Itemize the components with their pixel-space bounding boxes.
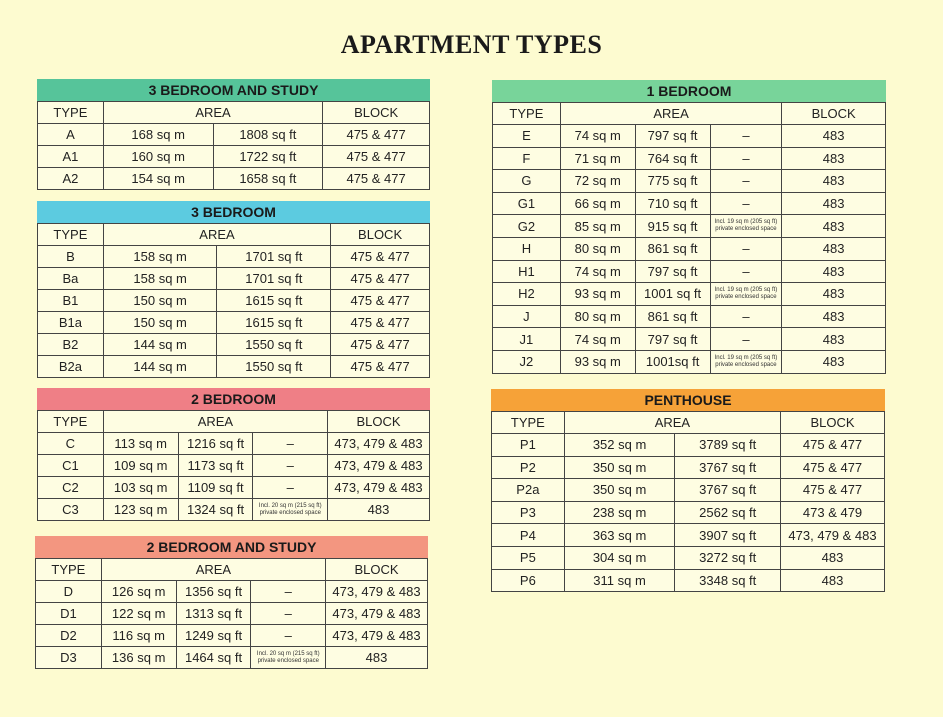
note-cell: – bbox=[251, 581, 326, 603]
table-title: 2 BEDROOM AND STUDY bbox=[35, 536, 428, 558]
column-header-area: AREA bbox=[103, 224, 330, 246]
note-cell: – bbox=[710, 125, 782, 148]
table-row bbox=[493, 328, 886, 351]
table-row bbox=[492, 479, 885, 502]
table-row bbox=[38, 499, 430, 521]
table-2-bedroom-and-study bbox=[35, 536, 428, 669]
area-sqft-cell: 3348 sq ft bbox=[675, 569, 781, 592]
block-cell: 475 & 477 bbox=[323, 124, 430, 146]
type-cell: D1 bbox=[36, 603, 102, 625]
area-sqft-cell: 1701 sq ft bbox=[217, 268, 331, 290]
type-cell: P3 bbox=[492, 501, 565, 524]
area-sqft-cell: 1173 sq ft bbox=[178, 455, 253, 477]
area-sqft-cell: 1313 sq ft bbox=[176, 603, 251, 625]
area-sqm-cell: 80 sq m bbox=[560, 237, 635, 260]
type-cell: P2a bbox=[492, 479, 565, 502]
area-sqft-cell: 3272 sq ft bbox=[675, 546, 781, 569]
note-cell: – bbox=[253, 433, 328, 455]
note-cell: – bbox=[710, 192, 782, 215]
block-cell: 473, 479 & 483 bbox=[326, 581, 428, 603]
area-sqft-cell: 1249 sq ft bbox=[176, 625, 251, 647]
column-header-block: BLOCK bbox=[326, 559, 428, 581]
area-sqft-cell: 861 sq ft bbox=[635, 237, 710, 260]
table-1-bedroom bbox=[492, 80, 886, 374]
area-sqft-cell: 2562 sq ft bbox=[675, 501, 781, 524]
area-sqft-cell: 915 sq ft bbox=[635, 215, 710, 238]
area-sqm-cell: 93 sq m bbox=[560, 350, 635, 373]
table-row bbox=[493, 170, 886, 193]
block-cell: 473, 479 & 483 bbox=[326, 625, 428, 647]
note-cell: – bbox=[710, 305, 782, 328]
table-title: 3 BEDROOM AND STUDY bbox=[37, 79, 430, 101]
table-row bbox=[493, 260, 886, 283]
table-row bbox=[492, 569, 885, 592]
note-cell: – bbox=[251, 625, 326, 647]
table-row bbox=[38, 168, 430, 190]
table-row bbox=[38, 455, 430, 477]
block-cell: 483 bbox=[782, 192, 886, 215]
type-cell: A1 bbox=[38, 146, 104, 168]
block-cell: 475 & 477 bbox=[331, 246, 430, 268]
area-sqm-cell: 74 sq m bbox=[560, 125, 635, 148]
type-cell: E bbox=[493, 125, 561, 148]
note-cell: – bbox=[710, 260, 782, 283]
area-sqm-cell: 160 sq m bbox=[103, 146, 213, 168]
block-cell: 475 & 477 bbox=[781, 479, 885, 502]
area-sqft-cell: 1109 sq ft bbox=[178, 477, 253, 499]
area-sqm-cell: 113 sq m bbox=[103, 433, 178, 455]
area-sqft-cell: 3907 sq ft bbox=[675, 524, 781, 547]
table-title: 2 BEDROOM bbox=[37, 388, 430, 410]
area-sqm-cell: 154 sq m bbox=[103, 168, 213, 190]
type-cell: H bbox=[493, 237, 561, 260]
type-cell: H2 bbox=[493, 283, 561, 306]
area-sqft-cell: 3767 sq ft bbox=[675, 479, 781, 502]
table-row bbox=[38, 334, 430, 356]
area-sqm-cell: 80 sq m bbox=[560, 305, 635, 328]
area-sqm-cell: 74 sq m bbox=[560, 260, 635, 283]
note-cell: – bbox=[710, 147, 782, 170]
table-row bbox=[38, 312, 430, 334]
table-row bbox=[38, 124, 430, 146]
table-row bbox=[38, 290, 430, 312]
column-header-block: BLOCK bbox=[328, 411, 430, 433]
table-3-bedroom bbox=[37, 201, 430, 378]
block-cell: 475 & 477 bbox=[781, 434, 885, 457]
block-cell: 473, 479 & 483 bbox=[328, 455, 430, 477]
table-row bbox=[36, 625, 428, 647]
type-cell: D3 bbox=[36, 647, 102, 669]
area-sqm-cell: 158 sq m bbox=[103, 246, 217, 268]
area-sqm-cell: 71 sq m bbox=[560, 147, 635, 170]
area-sqm-cell: 103 sq m bbox=[103, 477, 178, 499]
block-cell: 483 bbox=[782, 350, 886, 373]
note-cell: Incl. 20 sq m (215 sq ft) private enclosed space bbox=[251, 647, 326, 669]
type-cell: G2 bbox=[493, 215, 561, 238]
table-row bbox=[38, 268, 430, 290]
block-cell: 483 bbox=[328, 499, 430, 521]
block-cell: 483 bbox=[782, 147, 886, 170]
type-cell: C2 bbox=[38, 477, 104, 499]
area-sqft-cell: 1001sq ft bbox=[635, 350, 710, 373]
column-header-type: TYPE bbox=[493, 103, 561, 125]
area-sqm-cell: 304 sq m bbox=[564, 546, 675, 569]
area-sqft-cell: 1615 sq ft bbox=[217, 290, 331, 312]
area-sqft-cell: 1356 sq ft bbox=[176, 581, 251, 603]
area-sqm-cell: 74 sq m bbox=[560, 328, 635, 351]
apartment-table bbox=[37, 223, 430, 378]
table-row bbox=[38, 246, 430, 268]
column-header-area: AREA bbox=[564, 412, 780, 434]
area-sqm-cell: 126 sq m bbox=[101, 581, 176, 603]
type-cell: F bbox=[493, 147, 561, 170]
column-header-type: TYPE bbox=[36, 559, 102, 581]
table-row bbox=[492, 434, 885, 457]
table-row bbox=[38, 356, 430, 378]
table-2-bedroom bbox=[37, 388, 430, 521]
area-sqft-cell: 775 sq ft bbox=[635, 170, 710, 193]
header-row bbox=[492, 412, 885, 434]
block-cell: 475 & 477 bbox=[331, 268, 430, 290]
type-cell: B2 bbox=[38, 334, 104, 356]
block-cell: 473 & 479 bbox=[781, 501, 885, 524]
header-row bbox=[38, 224, 430, 246]
column-header-area: AREA bbox=[560, 103, 781, 125]
apartment-table bbox=[37, 410, 430, 521]
type-cell: A bbox=[38, 124, 104, 146]
table-row bbox=[492, 546, 885, 569]
type-cell: P5 bbox=[492, 546, 565, 569]
area-sqm-cell: 150 sq m bbox=[103, 312, 217, 334]
area-sqm-cell: 311 sq m bbox=[564, 569, 675, 592]
type-cell: J2 bbox=[493, 350, 561, 373]
block-cell: 475 & 477 bbox=[331, 290, 430, 312]
type-cell: B2a bbox=[38, 356, 104, 378]
apartment-table bbox=[492, 102, 886, 374]
type-cell: Ba bbox=[38, 268, 104, 290]
note-cell: Incl. 19 sq m (205 sq ft) private enclosed space bbox=[710, 283, 782, 306]
type-cell: C3 bbox=[38, 499, 104, 521]
block-cell: 473, 479 & 483 bbox=[781, 524, 885, 547]
block-cell: 475 & 477 bbox=[781, 456, 885, 479]
type-cell: P6 bbox=[492, 569, 565, 592]
note-cell: – bbox=[710, 170, 782, 193]
area-sqm-cell: 93 sq m bbox=[560, 283, 635, 306]
table-row bbox=[36, 581, 428, 603]
area-sqm-cell: 122 sq m bbox=[101, 603, 176, 625]
area-sqft-cell: 1550 sq ft bbox=[217, 334, 331, 356]
block-cell: 483 bbox=[781, 569, 885, 592]
area-sqft-cell: 1550 sq ft bbox=[217, 356, 331, 378]
type-cell: G1 bbox=[493, 192, 561, 215]
table-row bbox=[36, 603, 428, 625]
type-cell: D bbox=[36, 581, 102, 603]
column-header-block: BLOCK bbox=[781, 412, 885, 434]
area-sqft-cell: 797 sq ft bbox=[635, 125, 710, 148]
block-cell: 483 bbox=[781, 546, 885, 569]
area-sqft-cell: 1001 sq ft bbox=[635, 283, 710, 306]
type-cell: C1 bbox=[38, 455, 104, 477]
area-sqm-cell: 144 sq m bbox=[103, 334, 217, 356]
type-cell: J bbox=[493, 305, 561, 328]
area-sqm-cell: 116 sq m bbox=[101, 625, 176, 647]
table-row bbox=[38, 146, 430, 168]
column-header-type: TYPE bbox=[38, 411, 104, 433]
block-cell: 483 bbox=[782, 215, 886, 238]
table-row bbox=[493, 350, 886, 373]
area-sqft-cell: 1722 sq ft bbox=[213, 146, 323, 168]
table-row bbox=[492, 501, 885, 524]
area-sqm-cell: 123 sq m bbox=[103, 499, 178, 521]
area-sqm-cell: 238 sq m bbox=[564, 501, 675, 524]
block-cell: 475 & 477 bbox=[323, 168, 430, 190]
column-header-type: TYPE bbox=[492, 412, 565, 434]
table-row bbox=[38, 477, 430, 499]
block-cell: 483 bbox=[326, 647, 428, 669]
column-header-block: BLOCK bbox=[331, 224, 430, 246]
type-cell: P1 bbox=[492, 434, 565, 457]
apartment-table bbox=[37, 101, 430, 190]
block-cell: 475 & 477 bbox=[331, 334, 430, 356]
block-cell: 475 & 477 bbox=[331, 356, 430, 378]
block-cell: 483 bbox=[782, 328, 886, 351]
table-row bbox=[38, 433, 430, 455]
block-cell: 483 bbox=[782, 260, 886, 283]
area-sqft-cell: 1658 sq ft bbox=[213, 168, 323, 190]
area-sqft-cell: 797 sq ft bbox=[635, 260, 710, 283]
block-cell: 473, 479 & 483 bbox=[328, 477, 430, 499]
column-header-area: AREA bbox=[101, 559, 325, 581]
area-sqm-cell: 150 sq m bbox=[103, 290, 217, 312]
apartment-table bbox=[491, 411, 885, 592]
note-cell: – bbox=[251, 603, 326, 625]
note-cell: – bbox=[710, 237, 782, 260]
area-sqft-cell: 861 sq ft bbox=[635, 305, 710, 328]
table-row bbox=[492, 456, 885, 479]
table-row bbox=[493, 215, 886, 238]
block-cell: 475 & 477 bbox=[331, 312, 430, 334]
type-cell: B1 bbox=[38, 290, 104, 312]
area-sqft-cell: 3789 sq ft bbox=[675, 434, 781, 457]
type-cell: D2 bbox=[36, 625, 102, 647]
area-sqft-cell: 3767 sq ft bbox=[675, 456, 781, 479]
area-sqm-cell: 72 sq m bbox=[560, 170, 635, 193]
type-cell: P4 bbox=[492, 524, 565, 547]
header-row bbox=[493, 103, 886, 125]
note-cell: – bbox=[253, 477, 328, 499]
block-cell: 475 & 477 bbox=[323, 146, 430, 168]
area-sqm-cell: 350 sq m bbox=[564, 456, 675, 479]
type-cell: J1 bbox=[493, 328, 561, 351]
type-cell: B1a bbox=[38, 312, 104, 334]
table-title: 3 BEDROOM bbox=[37, 201, 430, 223]
apartment-table bbox=[35, 558, 428, 669]
column-header-type: TYPE bbox=[38, 102, 104, 124]
table-row bbox=[493, 305, 886, 328]
table-3-bedroom-and-study bbox=[37, 79, 430, 190]
area-sqm-cell: 109 sq m bbox=[103, 455, 178, 477]
table-row bbox=[492, 524, 885, 547]
block-cell: 483 bbox=[782, 125, 886, 148]
table-title: PENTHOUSE bbox=[491, 389, 885, 411]
table-row bbox=[36, 647, 428, 669]
header-row bbox=[38, 411, 430, 433]
table-row bbox=[493, 237, 886, 260]
block-cell: 483 bbox=[782, 283, 886, 306]
area-sqft-cell: 1701 sq ft bbox=[217, 246, 331, 268]
column-header-area: AREA bbox=[103, 102, 322, 124]
area-sqm-cell: 363 sq m bbox=[564, 524, 675, 547]
table-row bbox=[493, 147, 886, 170]
area-sqft-cell: 1615 sq ft bbox=[217, 312, 331, 334]
column-header-area: AREA bbox=[103, 411, 327, 433]
block-cell: 473, 479 & 483 bbox=[326, 603, 428, 625]
note-cell: Incl. 19 sq m (205 sq ft) private enclosed space bbox=[710, 350, 782, 373]
type-cell: H1 bbox=[493, 260, 561, 283]
block-cell: 483 bbox=[782, 305, 886, 328]
header-row bbox=[36, 559, 428, 581]
type-cell: A2 bbox=[38, 168, 104, 190]
block-cell: 483 bbox=[782, 170, 886, 193]
note-cell: Incl. 19 sq m (205 sq ft) private enclosed space bbox=[710, 215, 782, 238]
column-header-type: TYPE bbox=[38, 224, 104, 246]
note-cell: – bbox=[253, 455, 328, 477]
type-cell: P2 bbox=[492, 456, 565, 479]
area-sqm-cell: 85 sq m bbox=[560, 215, 635, 238]
area-sqm-cell: 168 sq m bbox=[103, 124, 213, 146]
table-penthouse bbox=[491, 389, 885, 592]
header-row bbox=[38, 102, 430, 124]
area-sqft-cell: 1464 sq ft bbox=[176, 647, 251, 669]
column-header-block: BLOCK bbox=[323, 102, 430, 124]
table-row bbox=[493, 125, 886, 148]
area-sqm-cell: 352 sq m bbox=[564, 434, 675, 457]
area-sqft-cell: 710 sq ft bbox=[635, 192, 710, 215]
area-sqm-cell: 66 sq m bbox=[560, 192, 635, 215]
column-header-block: BLOCK bbox=[782, 103, 886, 125]
area-sqft-cell: 764 sq ft bbox=[635, 147, 710, 170]
area-sqft-cell: 1808 sq ft bbox=[213, 124, 323, 146]
table-row bbox=[493, 283, 886, 306]
note-cell: Incl. 20 sq m (215 sq ft) private enclosed space bbox=[253, 499, 328, 521]
note-cell: – bbox=[710, 328, 782, 351]
area-sqm-cell: 350 sq m bbox=[564, 479, 675, 502]
area-sqm-cell: 158 sq m bbox=[103, 268, 217, 290]
area-sqft-cell: 1216 sq ft bbox=[178, 433, 253, 455]
block-cell: 483 bbox=[782, 237, 886, 260]
block-cell: 473, 479 & 483 bbox=[328, 433, 430, 455]
type-cell: B bbox=[38, 246, 104, 268]
area-sqft-cell: 1324 sq ft bbox=[178, 499, 253, 521]
area-sqft-cell: 797 sq ft bbox=[635, 328, 710, 351]
type-cell: C bbox=[38, 433, 104, 455]
type-cell: G bbox=[493, 170, 561, 193]
area-sqm-cell: 136 sq m bbox=[101, 647, 176, 669]
table-title: 1 BEDROOM bbox=[492, 80, 886, 102]
area-sqm-cell: 144 sq m bbox=[103, 356, 217, 378]
table-row bbox=[493, 192, 886, 215]
page-title: APARTMENT TYPES bbox=[340, 30, 603, 59]
